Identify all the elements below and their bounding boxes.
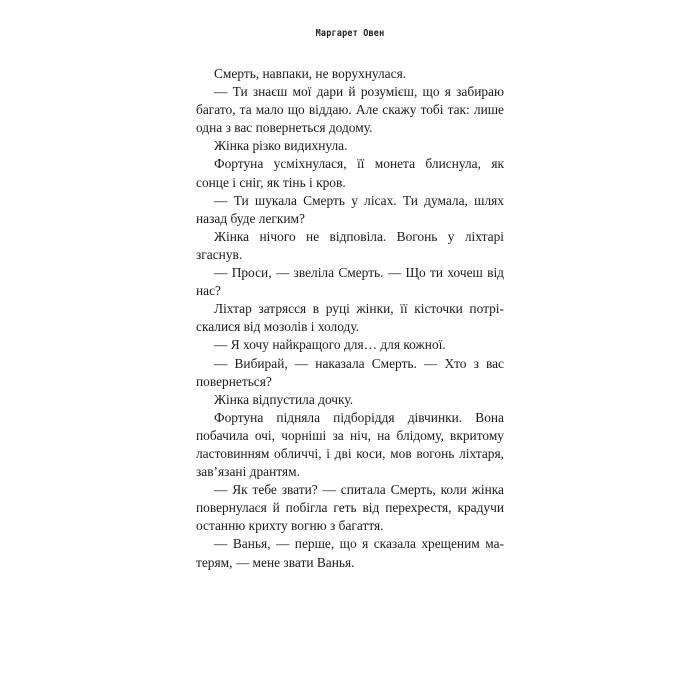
paragraph: — Ти шукала Смерть у лісах. Ти думала, шлях назад буде легким? (196, 192, 504, 226)
paragraph: Фортуна усміхнулася, її монета блиснула, як сонце і сніг, як тінь і кров. (196, 156, 504, 190)
paragraph: — Як тебе звати? — спитала Смерть, коли жінка повернулася й побігла геть від перехрестя, крадучи останню крихту вогню з багаття. (196, 482, 504, 534)
running-header-author: Маргарет Овен (315, 28, 385, 39)
paragraph: Жінка нічого не відповіла. Вогонь у ліхтарі згаснув. (196, 228, 504, 262)
paragraph: — Я хочу найкращого для… для кожної. (214, 337, 446, 353)
body-text (196, 65, 504, 572)
paragraph: Фортуна підняла підборіддя дівчинки. Вона побачила очі, чорніші за ніч, на блідому, вкритому ластовинням обличчі, і дві коси, мов вогонь ліхтаря, зав’язані дрантям. (196, 409, 504, 480)
paragraph: — Проси, — звеліла Смерть. — Що ти хочеш від нас? (196, 265, 504, 299)
paragraph: Жінка різко видихнула. (214, 138, 348, 154)
paragraph: — Ти знаєш мої дари й розумієш, що я забираю багато, та мало що віддаю. Але скажу тобі так: лише одна з вас повернеться додому. (196, 84, 504, 136)
paragraph: Жінка відпустила дочку. (214, 391, 354, 407)
paragraph: Ліхтар затрясся в руці жінки, її кісточки потріскалися від мозолів і холоду. (196, 301, 504, 335)
paragraph: — Вибирай, — наказала Смерть. — Хто з вас повернеться? (196, 355, 504, 389)
paragraph: — Ванья, — перше, що я сказала хрещеним матерям, — мене звати Ванья. (196, 536, 504, 570)
paragraph: Смерть, навпаки, не ворухнулася. (214, 66, 407, 81)
